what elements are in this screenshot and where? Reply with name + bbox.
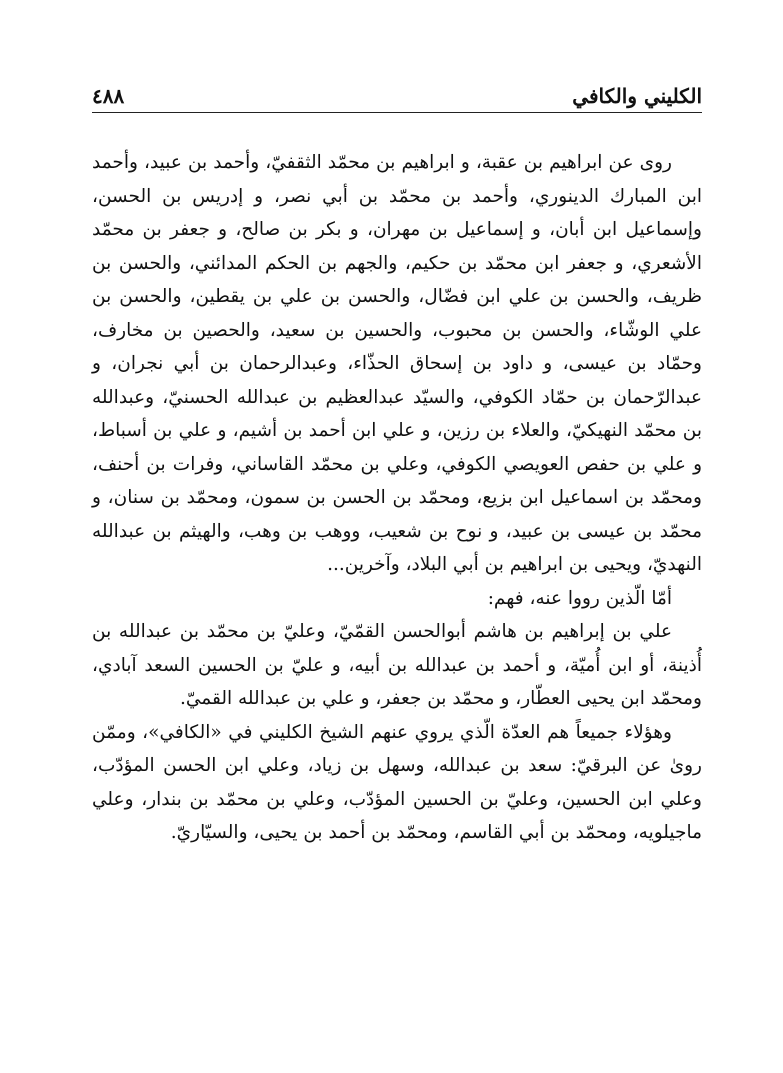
paragraph-iddah: وهؤلاء جميعاً هم العدّة الّذي يروي عنهم الشيخ الكليني في «الكافي»، وممّن روىٰ عن البرقيّ: سعد بن عبدالله، وسهل بن زياد، وعلي ابن الحسن المؤدّب، وعلي ابن الحسين، وعليّ بن الحسين المؤدّب، وعلي بن محمّد بن بندار، وعلي ماجيلويه، ومحمّد بن أبي القاسم، ومحمّد بن أحمد بن يحيى، والسيّاريّ. [92, 721, 702, 843]
body-text [92, 146, 702, 850]
paragraph-narrators-list: علي بن إبراهيم بن هاشم أبوالحسن القمّيّ، وعليّ بن محمّد بن عبدالله بن أُذينة، أو ابن أُميّة، و أحمد بن عبدالله بن أبيه، و عليّ بن الحسين السعد آبادي، ومحمّد ابن يحيى العطّار، و محمّد بن جعفر، و علي بن عبدالله القميّ. [92, 621, 702, 709]
running-header [92, 78, 702, 110]
running-title: الكليني والكافي [572, 84, 702, 108]
paragraph-narrators-from: روى عن ابراهيم بن عقبة، و ابراهيم بن محمّد الثقفيّ، وأحمد بن عبيد، وأحمد ابن المبارك الدينوري، وأحمد بن محمّد بن أبي نصر، و إدريس بن الحسن، وإسماعيل ابن أبان، و إسماعيل بن مهران، و بكر بن صالح، و جعفر بن محمّد الأشعري، و جعفر ابن محمّد بن حكيم، والجهم بن الحكم المدائني، والحسن بن ظريف، والحسن بن علي ابن فضّال، والحسن بن علي بن يقطين، والحسن بن علي الوشّاء، والحسن بن محبوب، والحسين بن سعيد، والحصين بن مخارف، وحمّاد بن عيسى، و داود بن إسحاق الحذّاء، وعبدالرحمان بن أبي نجران، و عبدالرّحمان بن حمّاد الكوفي، والسيّد عبدالعظيم بن عبدالله الحسنيّ، وعبدالله بن محمّد النهيكيّ، والعلاء بن رزين، و علي ابن أحمد بن أشيم، و علي بن أسباط، و علي بن حفص العويصي الكوفي، وعلي بن محمّد القاساني، وفرات بن أحنف، ومحمّد بن اسماعيل ابن بزيع، ومحمّد بن الحسن بن سمون، ومحمّد بن سنان، و محمّد بن عيسى بن عبيد، و نوح بن شعيب، ووهب بن وهب، والهيثم بن عبدالله النهديّ، ويحيى بن ابراهيم بن أبي البلاد، وآخرين... [92, 152, 702, 575]
header-rule [92, 112, 702, 113]
paragraph-narrators-heading: أمّا الّذين رووا عنه، فهم: [487, 587, 672, 609]
page-number: ٤٨٨ [92, 84, 125, 108]
